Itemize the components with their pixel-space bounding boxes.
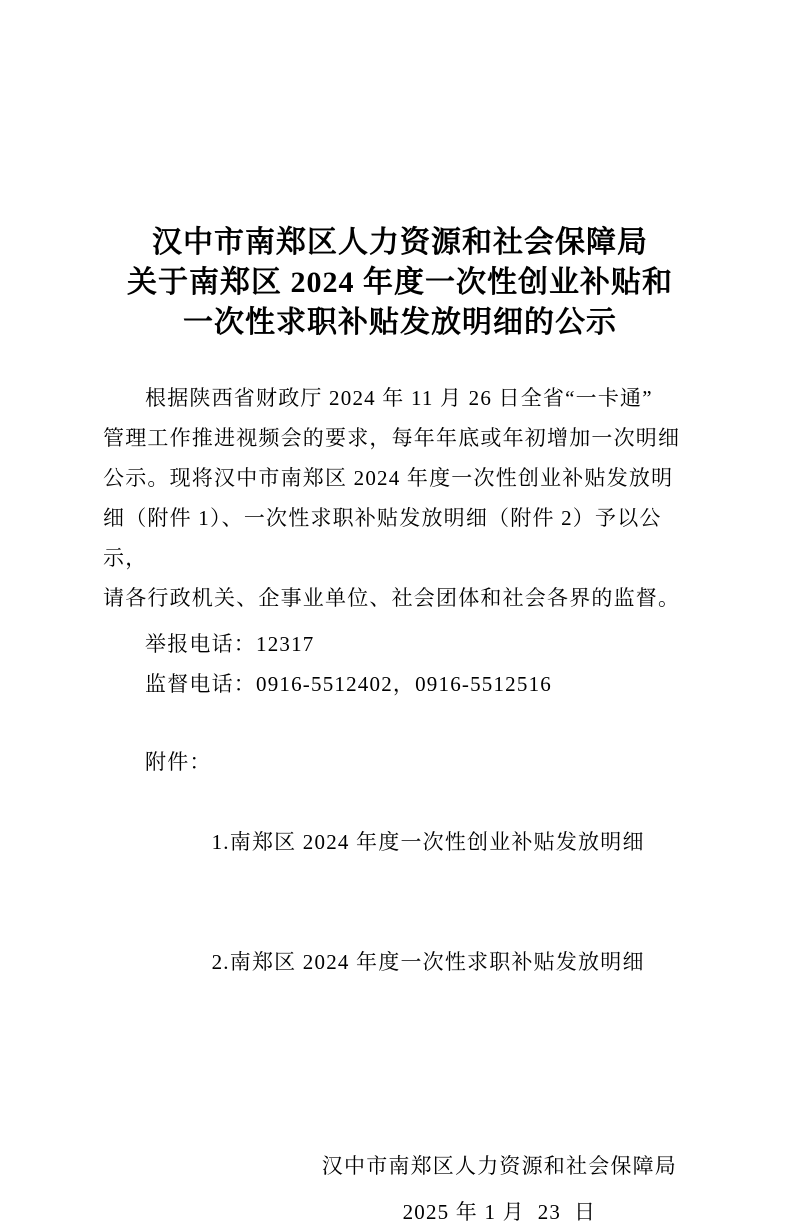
report-phone-line: 举报电话：12317 [145, 632, 315, 656]
title-line-1: 汉中市南郑区人力资源和社会保障局 [152, 226, 648, 259]
supervision-phone-line: 监督电话：0916-5512402，0916-5512516 [145, 672, 552, 696]
body-line: 管理工作推进视频会的要求，每年年底或年初增加一次明细 [103, 426, 681, 450]
body-line: 细（附件 1）、一次性求职补贴发放明细（附件 2）予以公示， [103, 506, 662, 570]
title-line-3: 一次性求职补贴发放明细的公示 [183, 306, 617, 339]
contact-info [103, 624, 697, 704]
body-line: 根据陕西省财政厅 2024 年 11 月 26 日全省“一卡通” [145, 386, 653, 410]
attachment-item-2: 2.南郑区 2024 年度一次性求职补贴发放明细 [211, 950, 645, 974]
attachments-label: 附件： [145, 750, 212, 774]
document-content [103, 0, 697, 1232]
title-line-2: 关于南郑区 2024 年度一次性创业补贴和 [127, 266, 673, 299]
attachment-item-1: 1.南郑区 2024 年度一次性创业补贴发放明细 [211, 830, 645, 854]
body-line: 请各行政机关、企事业单位、社会团体和社会各界的监督。 [103, 586, 681, 610]
attachments-section [103, 742, 697, 1062]
attachments-list [212, 742, 645, 1062]
signature-date: 2025 年 1 月 23 日 [402, 1200, 597, 1224]
body-paragraph [103, 378, 697, 618]
signature-organization: 汉中市南郑区人力资源和社会保障局 [321, 1154, 677, 1178]
signature-block [322, 1146, 677, 1232]
document-title [103, 0, 697, 343]
body-line: 公示。现将汉中市南郑区 2024 年度一次性创业补贴发放明 [103, 466, 674, 490]
